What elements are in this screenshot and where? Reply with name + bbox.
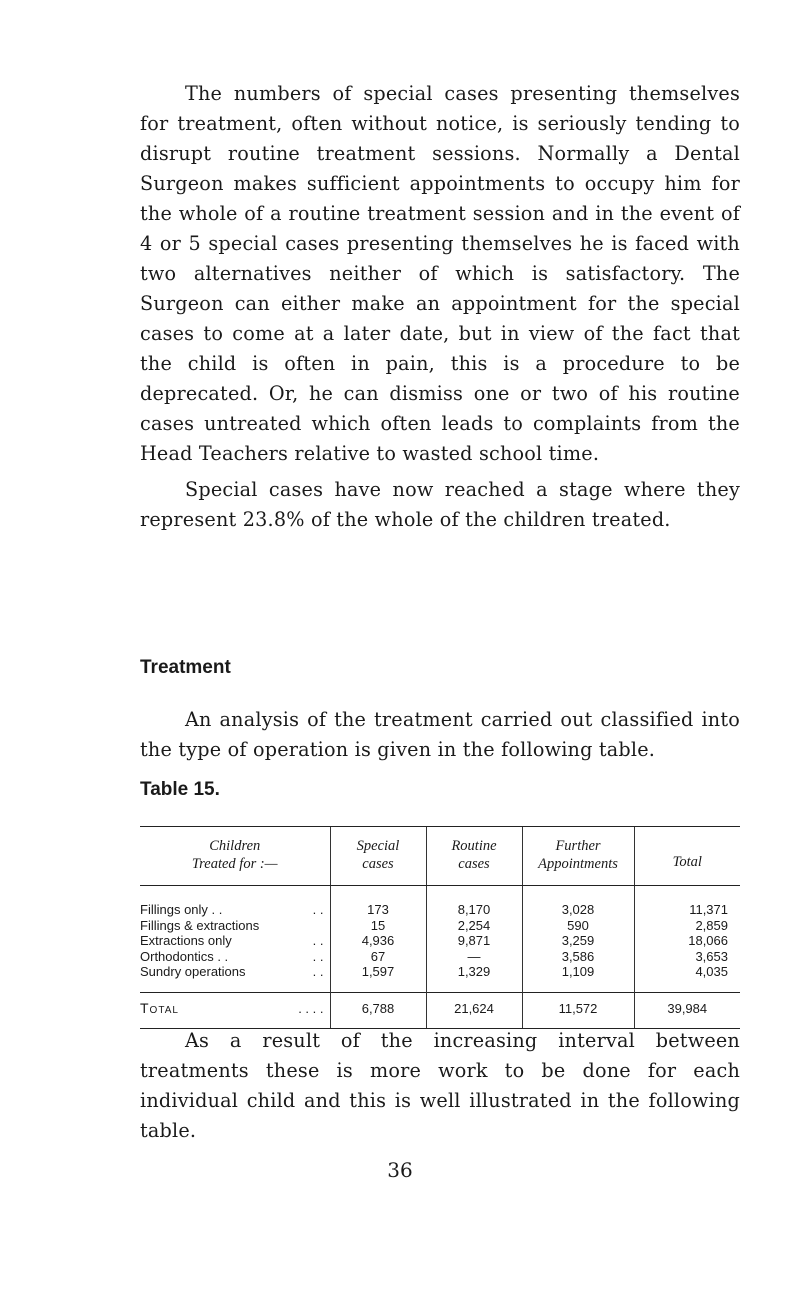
cell-routine: 9,871: [426, 933, 522, 949]
cell-further: 3,259: [522, 933, 634, 949]
cell-special: 4,936: [330, 933, 426, 949]
page-number: 36: [387, 1158, 413, 1182]
row-label: [140, 918, 330, 934]
header-children-treated-for: [140, 827, 330, 886]
cell-total: 2,859: [634, 918, 740, 934]
row-leader-dots: . .: [312, 964, 324, 979]
row-label: [140, 886, 330, 918]
treatment-table: [140, 826, 740, 1029]
header-special-cases: [330, 827, 426, 886]
table-row: [140, 933, 740, 949]
row-label-text: Fillings only . .: [140, 902, 223, 917]
table-row: [140, 949, 740, 965]
table-row: [140, 964, 740, 992]
row-label-text: Sundry operations: [140, 964, 246, 979]
heading-treatment: Treatment: [140, 657, 231, 678]
table-header-row: [140, 827, 740, 886]
cell-special: 1,597: [330, 964, 426, 992]
total-leader-dots: . . . .: [298, 1000, 324, 1016]
header-special-line1: Special: [356, 838, 400, 854]
row-label: [140, 949, 330, 965]
paragraph-treatment-analysis: An analysis of the treatment carried out classified into the type of operation is given in the following table.: [140, 708, 740, 761]
table-row: [140, 886, 740, 918]
cell-total: 4,035: [634, 964, 740, 992]
paragraph-special-percentage: Special cases have now reached a stage where they represent 23.8% of the whole of the children treated.: [140, 478, 740, 531]
total-label-text: Total: [140, 999, 179, 1016]
paragraph-special-cases: The numbers of special cases presenting themselves for treatment, often without notice, is seriously tending to disrupt routine treatment sessions. Normally a Dental Surgeon makes sufficient appointments to occupy him for the whole of a routine treatment session and in the event of 4 or 5 special cases presenting themselves he is faced with two alternatives neither of which is satisfactory. The Surgeon can either make an appointment for the special cases to come at a later date, but in view of the fact that the child is often in pain, this is a procedure to be deprecated. Or, he can dismiss one or two of his routine cases untreated which often leads to complaints from the Head Teachers relative to wasted school time.: [140, 82, 740, 465]
total-special: 6,788: [330, 992, 426, 1029]
row-leader-dots: . .: [312, 948, 324, 964]
row-leader-dots: . .: [312, 933, 324, 948]
header-routine-cases: [426, 827, 522, 886]
cell-total: 11,371: [634, 886, 740, 918]
cell-further: 1,109: [522, 964, 634, 992]
treatment-table-wrapper: [140, 826, 740, 1029]
cell-special: 173: [330, 886, 426, 918]
header-special-line2: cases: [362, 856, 394, 872]
total-further: 11,572: [522, 992, 634, 1029]
total-routine: 21,624: [426, 992, 522, 1029]
header-total: Total: [634, 827, 740, 886]
header-further-line1: Further: [555, 838, 601, 854]
cell-routine: 8,170: [426, 886, 522, 918]
cell-further: 590: [522, 918, 634, 934]
total-row-label: [140, 992, 330, 1029]
header-routine-line1: Routine: [451, 838, 497, 854]
cell-special: 15: [330, 918, 426, 934]
header-routine-line2: cases: [458, 856, 490, 872]
cell-further: 3,586: [522, 949, 634, 965]
paragraph-increasing-interval: As a result of the increasing interval between treatments these is more work to be done for each individual child and this is well illustrated in the following table.: [140, 1029, 740, 1142]
row-label-text: Fillings & extractions: [140, 917, 260, 933]
table-total-row: [140, 992, 740, 1029]
row-label-text: Extractions only: [140, 933, 232, 948]
heading-table-15: Table 15.: [140, 779, 220, 800]
header-further-line2: Appointments: [538, 856, 618, 872]
table-row: [140, 918, 740, 934]
header-further-appointments: [522, 827, 634, 886]
cell-total: 3,653: [634, 949, 740, 965]
cell-total: 18,066: [634, 933, 740, 949]
cell-further: 3,028: [522, 886, 634, 918]
header-children-line1: Children: [209, 838, 261, 854]
cell-routine: —: [426, 949, 522, 965]
row-label: [140, 933, 330, 949]
cell-routine: 2,254: [426, 918, 522, 934]
row-leader-dots: . .: [312, 902, 324, 917]
cell-routine: 1,329: [426, 964, 522, 992]
cell-special: 67: [330, 949, 426, 965]
header-children-line2: Treated for :—: [191, 856, 278, 872]
row-label-text: Orthodontics . .: [140, 948, 229, 964]
row-label: [140, 964, 330, 992]
total-total: 39,984: [634, 992, 740, 1029]
